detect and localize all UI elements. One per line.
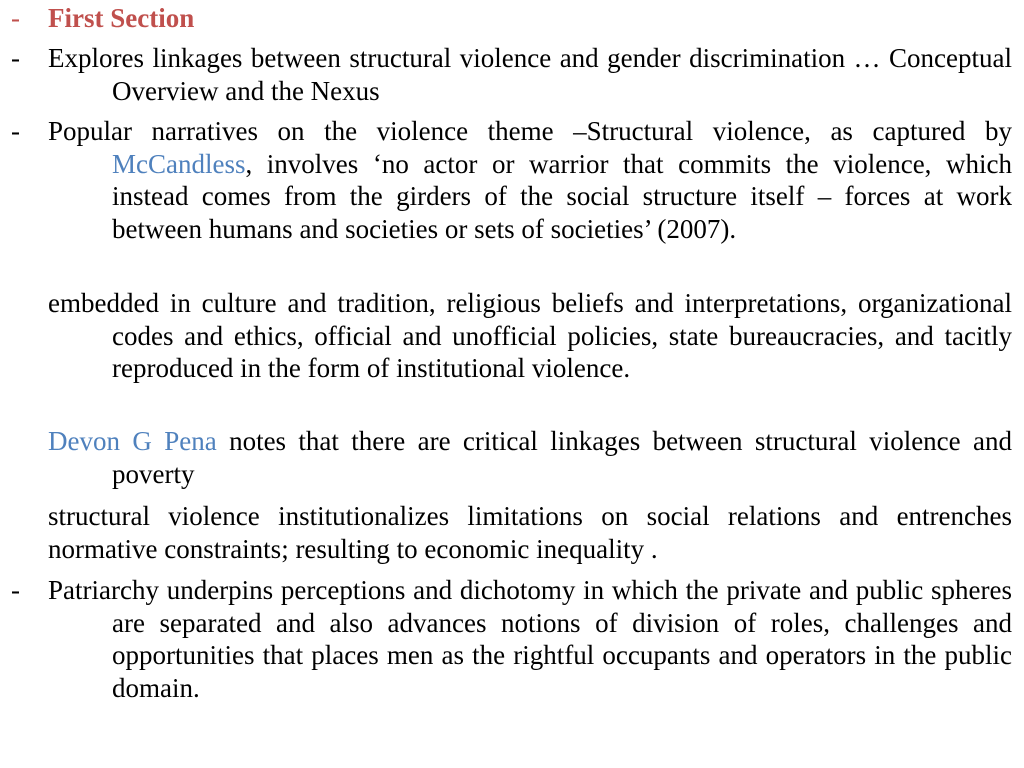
mccandless-link[interactable]: McCandless: [112, 148, 246, 179]
devon-pena-text: notes that there are critical linkages between structural violence and poverty: [112, 426, 1013, 489]
bullet-popular-narratives: [48, 115, 1012, 245]
bullet-dash-6: -: [11, 575, 20, 605]
heading-dash: -: [11, 3, 20, 33]
bullet-patriarchy: Patriarchy underpins perceptions and dichotomy in which the private and public spheres are separated and also advances notions of division of roles, challenges and opportunities that places men as the rightful occupants and operators in the public domain.: [48, 575, 1012, 703]
narratives-text-after: , involves ‘no actor or warrior that commits the violence, which instead comes from the girders of the social structure itself – forces at work between humans and societies or sets of societies’ (2007).: [112, 148, 1012, 244]
para-devon-pena: [48, 425, 1012, 490]
bullet-dash-1: -: [11, 43, 20, 73]
devon-pena-link[interactable]: Devon G Pena: [48, 426, 217, 456]
para-embedded-culture: embedded in culture and tradition, religious beliefs and interpretations, organizational codes and ethics, official and unofficial policies, state bureaucracies, and tacitly reproduced in the form of institutional violence.: [48, 288, 1012, 384]
bullet-dash-2: -: [11, 116, 20, 146]
bullet-linkages: Explores linkages between structural violence and gender discrimination … Conceptual Overview and the Nexus: [48, 43, 1012, 106]
section-heading: First Section: [48, 3, 195, 33]
narratives-text-before: Popular narratives on the violence theme –Structural violence, as captured by: [48, 116, 1012, 146]
para-structural-institutionalizes: structural violence institutionalizes limitations on social relations and entrenches normative constraints; resulting to economic inequality .: [48, 501, 1012, 564]
